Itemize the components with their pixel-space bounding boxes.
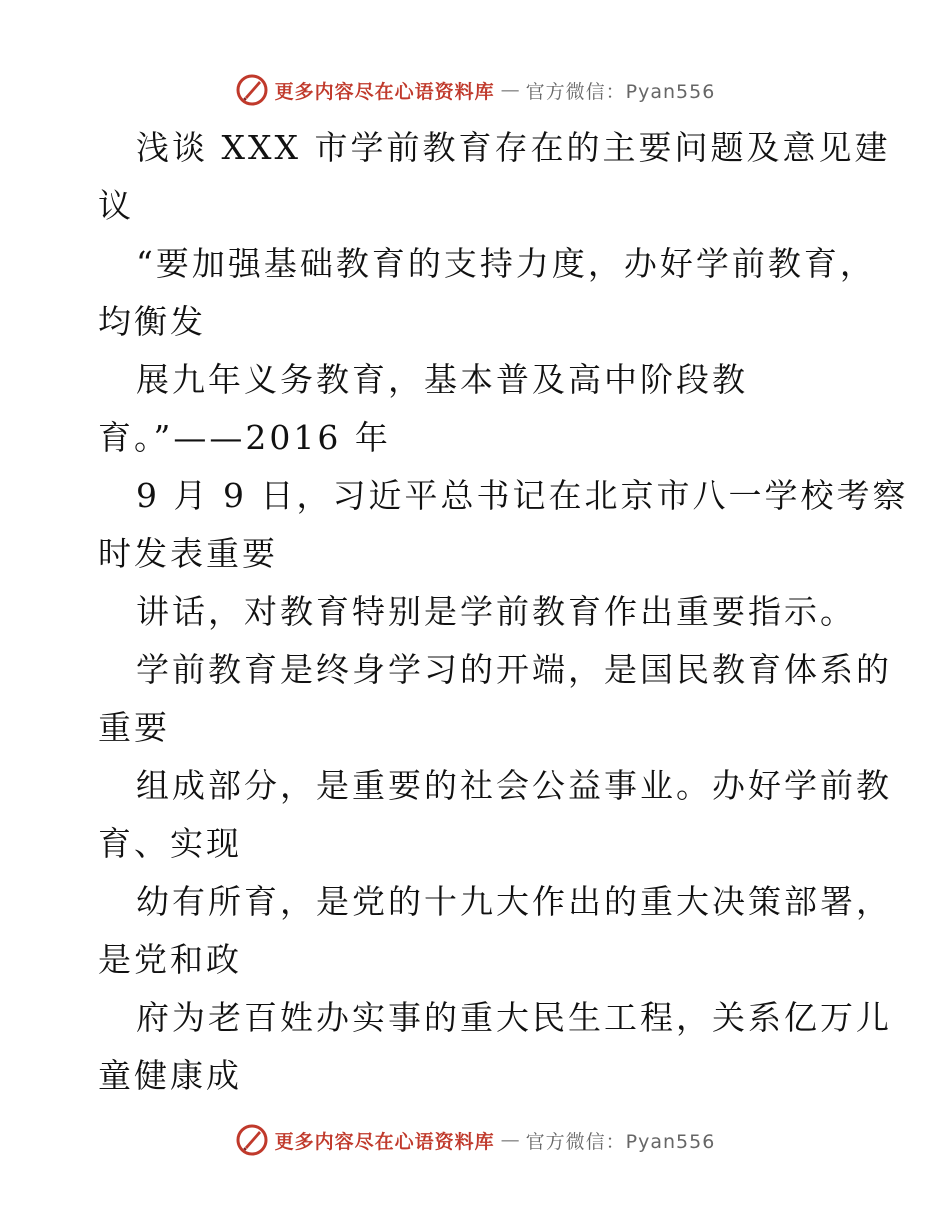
watermark-contact: 官方微信：Pyan556 [525, 80, 716, 103]
header-watermark [0, 70, 950, 110]
text-line: 讲话，对教育特别是学前教育作出重要指示。 [136, 592, 856, 631]
text-line: 育、实现 [98, 824, 242, 863]
footer-watermark [0, 1120, 950, 1160]
text-line: 展九年义务教育，基本普及高中阶段教 [136, 360, 748, 399]
document-title-line-1: 浅谈 XXX 市学前教育存在的主要问题及意见建 [136, 128, 891, 167]
watermark-separator: — [500, 79, 520, 101]
quill-logo-icon [235, 1123, 269, 1157]
text-line: “要加强基础教育的支持力度，办好学前教育， [136, 244, 876, 283]
text-line: 均衡发 [98, 302, 206, 341]
text-line: 组成部分，是重要的社会公益事业。办好学前教 [136, 766, 892, 805]
watermark-separator: — [500, 1129, 520, 1151]
text-line: 学前教育是终身学习的开端，是国民教育体系的 [136, 650, 892, 689]
watermark-text: 更多内容尽在心语资料库 [274, 1130, 495, 1153]
text-line: 时发表重要 [98, 534, 278, 573]
text-line: 童健康成 [98, 1056, 242, 1095]
text-line: 府为老百姓办实事的重大民生工程，关系亿万儿 [136, 998, 892, 1037]
text-line: 育。”——2016 年 [98, 418, 391, 457]
text-line: 9 月 9 日，习近平总书记在北京市八一学校考察 [136, 476, 909, 515]
watermark-text: 更多内容尽在心语资料库 [274, 80, 495, 103]
quill-logo-icon [235, 73, 269, 107]
text-line: 幼有所育，是党的十九大作出的重大决策部署， [136, 882, 892, 921]
watermark-contact: 官方微信：Pyan556 [525, 1130, 716, 1153]
text-line: 是党和政 [98, 940, 242, 979]
text-line: 重要 [98, 708, 170, 747]
document-title-line-2: 议 [98, 186, 134, 225]
